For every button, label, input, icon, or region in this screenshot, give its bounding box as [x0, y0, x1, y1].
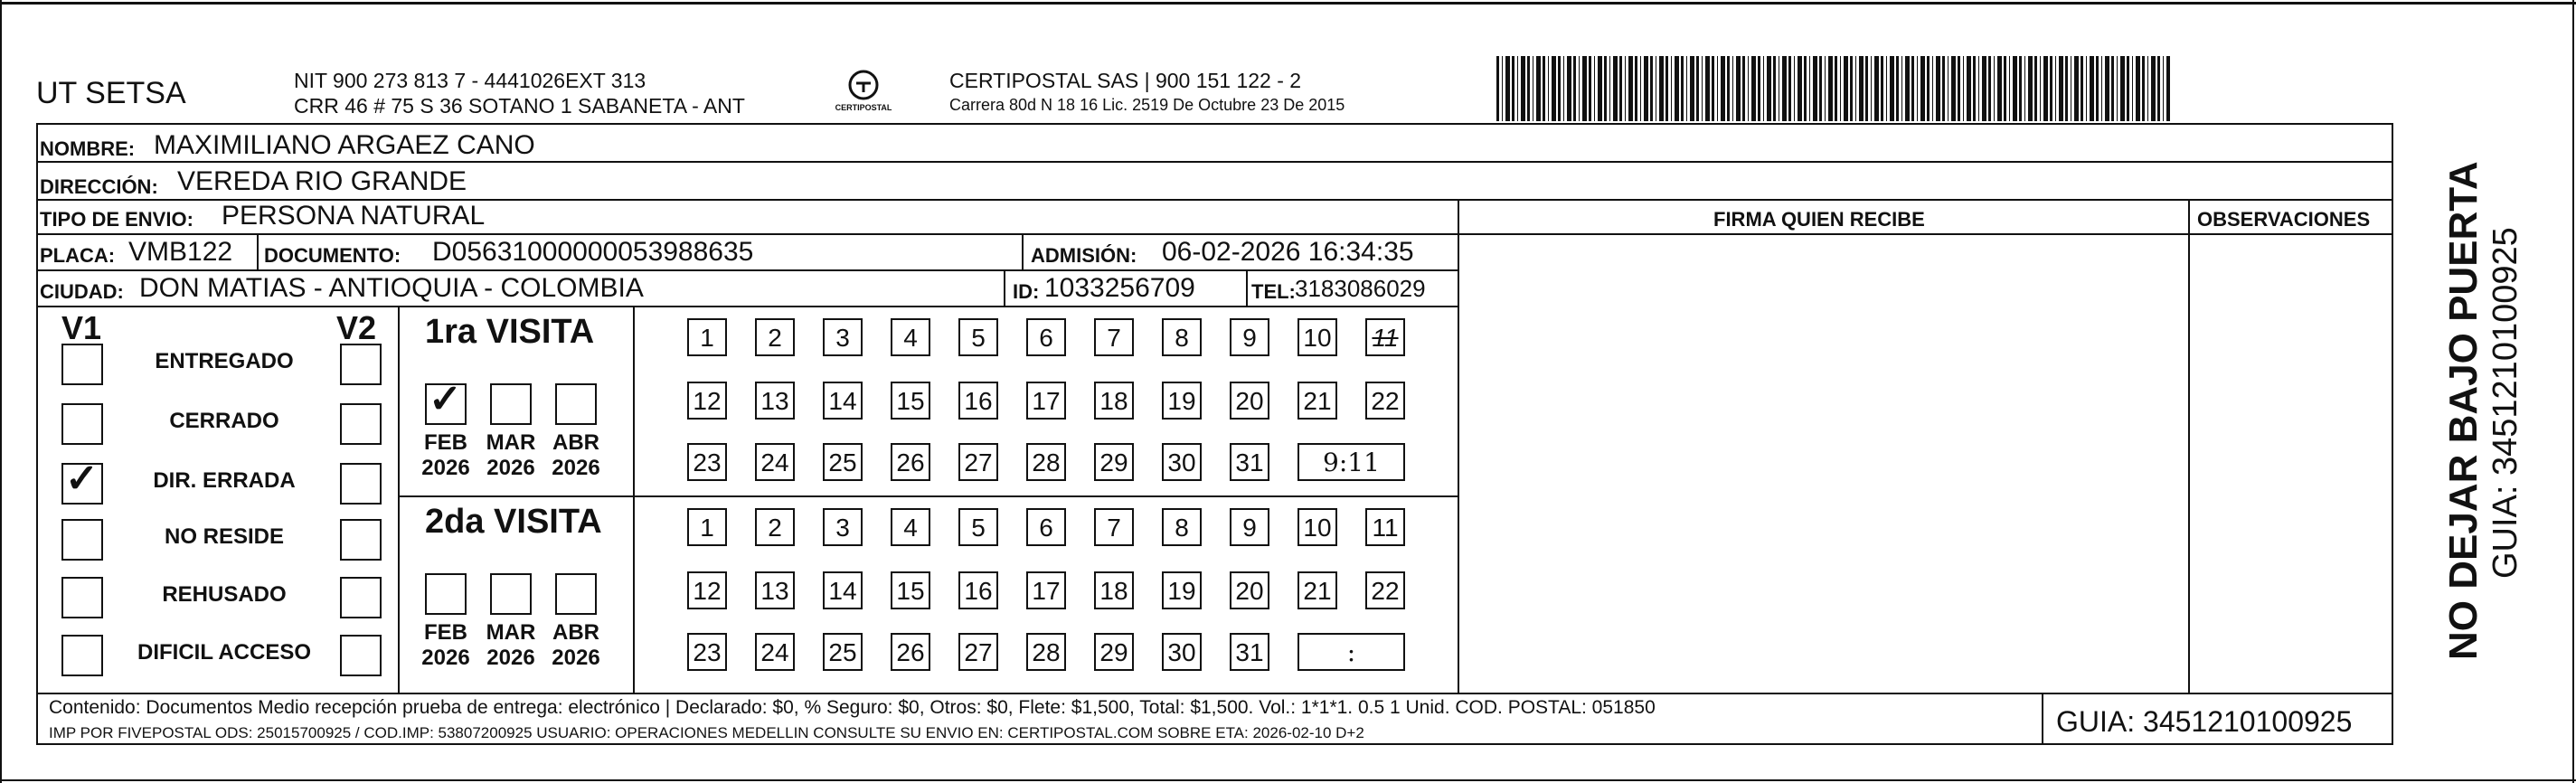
month-year: 2026	[486, 455, 535, 480]
day-box[interactable]: 6	[1026, 508, 1066, 546]
day-box[interactable]: 2	[755, 318, 795, 356]
v2-checkbox[interactable]	[340, 519, 382, 561]
check-mark: ✓	[429, 376, 462, 422]
day-box[interactable]: 8	[1162, 508, 1202, 546]
month-label	[414, 620, 477, 670]
day-box[interactable]: 27	[958, 443, 998, 481]
status-label: DIR. ERRADA	[153, 468, 296, 493]
month-checkbox[interactable]	[555, 573, 597, 615]
visit-divider	[398, 495, 1459, 497]
visit-grid-divider	[633, 306, 635, 693]
day-box[interactable]: 5	[958, 508, 998, 546]
day-box[interactable]: 9	[1230, 318, 1269, 356]
left-border	[0, 0, 2, 783]
status-label: DIFICIL ACCESO	[137, 640, 311, 665]
month-name: FEB	[424, 620, 467, 645]
day-box[interactable]: 1	[687, 508, 727, 546]
top-border	[0, 2, 2576, 5]
month-year: 2026	[552, 645, 600, 670]
observaciones-divider	[2188, 199, 2190, 693]
contenido-text: Contenido: Documentos Medio recepción prueba de entrega: electrónico | Declarado: $0, % Seguro: $0, Otros: $0, Flete: $1,500, Total: $1,500. Vol.: 1*1*1. 0.5 1 Unid. COD. POSTAL: 051850	[49, 697, 1656, 718]
nombre-label: NOMBRE:	[40, 137, 136, 160]
day-box[interactable]: 21	[1297, 382, 1337, 420]
month-name: MAR	[486, 430, 536, 455]
status-label: NO RESIDE	[164, 524, 285, 549]
v1-checkbox[interactable]	[61, 456, 103, 505]
bottom-border	[0, 779, 2576, 781]
direccion-value: VEREDA RIO GRANDE	[177, 166, 467, 196]
admision-label: ADMISIÓN:	[1031, 244, 1137, 267]
month-name: FEB	[424, 430, 467, 455]
day-box[interactable]: 23	[687, 443, 727, 481]
side-guia-text: GUIA: 3451210100925	[2486, 227, 2524, 579]
day-box[interactable]: 22	[1365, 382, 1405, 420]
status-label: REHUSADO	[162, 582, 287, 607]
tel-label: TEL:	[1251, 280, 1296, 303]
right-border	[2572, 0, 2574, 783]
footer-divider	[36, 693, 2393, 694]
day-box[interactable]: 10	[1297, 508, 1337, 546]
day-box[interactable]: 26	[891, 633, 930, 671]
day-box[interactable]: 13	[755, 571, 795, 609]
visit-title: 1ra VISITA	[425, 313, 595, 351]
time-box[interactable]: :	[1297, 633, 1405, 671]
month-checkbox[interactable]	[490, 383, 532, 425]
month-label	[414, 430, 477, 480]
visit-title: 2da VISITA	[425, 503, 602, 541]
month-label	[479, 430, 543, 480]
cell-divider	[1004, 269, 1005, 306]
day-box[interactable]: 19	[1162, 382, 1202, 420]
day-box[interactable]: 20	[1230, 382, 1269, 420]
ciudad-value: DON MATIAS - ANTIOQUIA - COLOMBIA	[139, 273, 644, 303]
day-box[interactable]: 25	[823, 443, 863, 481]
month-name: MAR	[486, 620, 536, 645]
day-box[interactable]: 9	[1230, 508, 1269, 546]
v2-checkbox[interactable]	[340, 344, 382, 385]
day-box[interactable]: 3	[823, 508, 863, 546]
day-box[interactable]: 31	[1230, 443, 1269, 481]
logo-text: CERTIPOSTAL	[835, 103, 892, 112]
day-box[interactable]: 4	[891, 508, 930, 546]
day-box[interactable]: 21	[1297, 571, 1337, 609]
day-box[interactable]: 10	[1297, 318, 1337, 356]
barcode	[1496, 56, 2170, 121]
signature-divider	[1458, 199, 1459, 693]
direccion-label: DIRECCIÓN:	[40, 175, 158, 198]
day-box[interactable]: 2	[755, 508, 795, 546]
day-box[interactable]: 17	[1026, 571, 1066, 609]
day-box[interactable]: 16	[958, 571, 998, 609]
ciudad-label: CIUDAD:	[40, 280, 124, 303]
guia-box-text: GUIA: 3451210100925	[2056, 705, 2353, 738]
address-line: CRR 46 # 75 S 36 SOTANO 1 SABANETA - ANT	[294, 94, 745, 118]
day-box[interactable]: 24	[755, 633, 795, 671]
documento-label: DOCUMENTO:	[264, 244, 401, 267]
month-year: 2026	[486, 645, 535, 670]
day-box[interactable]: 29	[1094, 633, 1134, 671]
v2-checkbox[interactable]	[340, 635, 382, 676]
check-mark: ✓	[65, 456, 99, 502]
day-box[interactable]: 20	[1230, 571, 1269, 609]
admision-value: 06-02-2026 16:34:35	[1162, 237, 1414, 267]
day-box[interactable]: 15	[891, 382, 930, 420]
time-box[interactable]: 9:11	[1297, 443, 1405, 481]
v1-checkbox[interactable]	[61, 519, 103, 561]
month-label	[479, 620, 543, 670]
day-box[interactable]: 7	[1094, 318, 1134, 356]
month-label	[544, 620, 608, 670]
day-box[interactable]: 14	[823, 571, 863, 609]
v2-label: V2	[336, 309, 377, 346]
day-box[interactable]: 17	[1026, 382, 1066, 420]
month-name: ABR	[552, 620, 599, 645]
status-divider	[398, 306, 400, 693]
month-label	[544, 430, 608, 480]
day-box[interactable]: 12	[687, 571, 727, 609]
month-year: 2026	[421, 645, 470, 670]
day-box[interactable]: 18	[1094, 571, 1134, 609]
day-box[interactable]: 1	[687, 318, 727, 356]
cell-divider	[1022, 233, 1024, 269]
tipo-value: PERSONA NATURAL	[222, 201, 486, 231]
day-box[interactable]: 30	[1162, 633, 1202, 671]
certipostal-name: CERTIPOSTAL SAS | 900 151 122 - 2	[949, 69, 1302, 92]
day-box[interactable]: 14	[823, 382, 863, 420]
status-label: ENTREGADO	[155, 349, 294, 373]
tel-value: 3183086029	[1295, 275, 1426, 302]
certipostal-logo	[832, 67, 895, 119]
v2-checkbox[interactable]	[340, 403, 382, 445]
day-box[interactable]: 19	[1162, 571, 1202, 609]
documento-value: D05631000000053988635	[432, 237, 754, 267]
nit-line: NIT 900 273 813 7 - 4441026EXT 313	[294, 69, 646, 92]
day-box[interactable]: 26	[891, 443, 930, 481]
month-checkbox[interactable]	[425, 376, 467, 425]
company-name: UT SETSA	[36, 76, 186, 110]
observaciones-label: OBSERVACIONES	[2197, 208, 2371, 231]
day-box[interactable]: 22	[1365, 571, 1405, 609]
nombre-value: MAXIMILIANO ARGAEZ CANO	[154, 130, 535, 160]
day-box[interactable]: 6	[1026, 318, 1066, 356]
v2-checkbox[interactable]	[340, 463, 382, 505]
day-box[interactable]: 12	[687, 382, 727, 420]
no-dejar-text: NO DEJAR BAJO PUERTA	[2441, 161, 2486, 660]
v2-checkbox[interactable]	[340, 577, 382, 618]
day-box[interactable]: 7	[1094, 508, 1134, 546]
firma-label: FIRMA QUIEN RECIBE	[1713, 208, 1925, 231]
day-box[interactable]: 3	[823, 318, 863, 356]
month-checkbox[interactable]	[555, 383, 597, 425]
month-checkbox[interactable]	[425, 573, 467, 615]
day-box[interactable]: 4	[891, 318, 930, 356]
day-box[interactable]: 18	[1094, 382, 1134, 420]
row-divider	[36, 306, 1459, 307]
v1-checkbox[interactable]	[61, 403, 103, 445]
month-year: 2026	[552, 455, 600, 480]
month-checkbox[interactable]	[490, 573, 532, 615]
row-divider	[36, 161, 2393, 163]
tipo-label: TIPO DE ENVIO:	[40, 208, 193, 231]
v1-label: V1	[61, 309, 102, 346]
v1-checkbox[interactable]	[61, 344, 103, 385]
day-box[interactable]: 8	[1162, 318, 1202, 356]
day-box[interactable]: 27	[958, 633, 998, 671]
day-box[interactable]: 11	[1365, 508, 1405, 546]
placa-value: VMB122	[128, 237, 233, 267]
day-box[interactable]: 23	[687, 633, 727, 671]
id-value: 1033256709	[1044, 273, 1195, 303]
day-box[interactable]: 29	[1094, 443, 1134, 481]
cell-divider	[1246, 269, 1248, 306]
cell-divider	[257, 233, 259, 269]
id-label: ID:	[1013, 280, 1040, 303]
day-box[interactable]: 28	[1026, 443, 1066, 481]
day-box[interactable]: 16	[958, 382, 998, 420]
certipostal-address: Carrera 80d N 18 16 Lic. 2519 De Octubre 23 De 2015	[949, 96, 1345, 114]
day-box[interactable]: 15	[891, 571, 930, 609]
day-box[interactable]: 25	[823, 633, 863, 671]
day-box[interactable]: 30	[1162, 443, 1202, 481]
month-name: ABR	[552, 430, 599, 455]
row-divider	[36, 233, 2393, 235]
placa-label: PLACA:	[40, 244, 116, 267]
day-box[interactable]: 13	[755, 382, 795, 420]
status-label: CERRADO	[169, 409, 279, 433]
day-box[interactable]: 11	[1365, 318, 1405, 356]
day-box[interactable]: 28	[1026, 633, 1066, 671]
v1-checkbox[interactable]	[61, 635, 103, 676]
day-box[interactable]: 5	[958, 318, 998, 356]
v1-checkbox[interactable]	[61, 577, 103, 618]
imp-text: IMP POR FIVEPOSTAL ODS: 25015700925 / COD.IMP: 53807200925 USUARIO: OPERACIONES MEDELLIN CONSULTE SU ENVIO EN: CERTIPOSTAL.COM SOBRE ETA: 2026-02-10 D+2	[49, 724, 1364, 741]
month-year: 2026	[421, 455, 470, 480]
day-box[interactable]: 24	[755, 443, 795, 481]
day-box[interactable]: 31	[1230, 633, 1269, 671]
